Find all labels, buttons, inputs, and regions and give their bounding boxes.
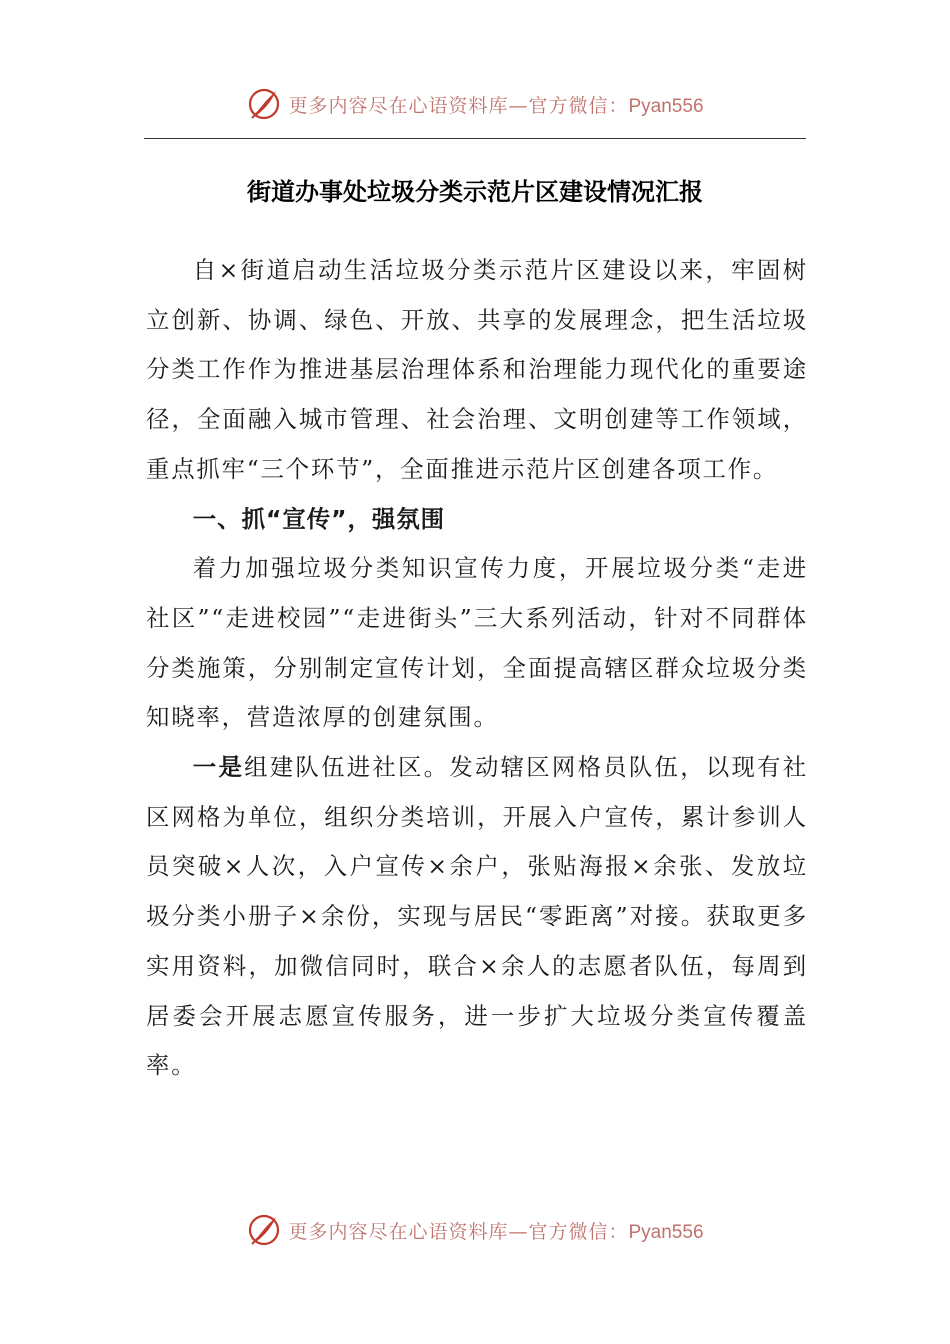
header-banner bbox=[0, 82, 950, 126]
item-lead: 一是 bbox=[192, 753, 245, 782]
wechat-id: Pyan556 bbox=[628, 95, 704, 117]
banner-text: 更多内容尽在心语资料库—官方微信：Pyan556 bbox=[288, 94, 704, 117]
footer-banner bbox=[0, 1208, 950, 1252]
quill-pen-logo-icon bbox=[246, 86, 282, 122]
banner-text: 更多内容尽在心语资料库—官方微信：Pyan556 bbox=[288, 1220, 704, 1243]
section-paragraph: 着力加强垃圾分类知识宣传力度，开展垃圾分类“走进社区”“走进校园”“走进街头”三大系列活动，针对不同群体分类施策，分别制定宣传计划，全面提高辖区群众垃圾分类知晓率，营造浓厚的创建氛围。 bbox=[146, 554, 808, 732]
document-body bbox=[146, 246, 808, 1091]
intro-paragraph: 自×街道启动生活垃圾分类示范片区建设以来，牢固树立创新、协调、绿色、开放、共享的发展理念，把生活垃圾分类工作作为推进基层治理体系和治理能力现代化的重要途径，全面融入城市管理、社会治理、文明创建等工作领域，重点抓牢“三个环节”，全面推进示范片区创建各项工作。 bbox=[146, 256, 808, 483]
item-text: 组建队伍进社区。发动辖区网格员队伍，以现有社区网格为单位，组织分类培训，开展入户宣传，累计参训人员突破×人次，入户宣传×余户，张贴海报×余张、发放垃圾分类小册子×余份，实现与居民“零距离”对接。获取更多实用资料，加微信同时，联合×余人的志愿者队伍，每周到居委会开展志愿宣传服务，进一步扩大垃圾分类宣传覆盖率。 bbox=[146, 753, 808, 1080]
document-title: 街道办事处垃圾分类示范片区建设情况汇报 bbox=[247, 178, 703, 206]
header-divider bbox=[144, 138, 806, 139]
section-heading: 一、抓“宣传”，强氛围 bbox=[192, 504, 446, 533]
quill-pen-logo-icon bbox=[246, 1212, 282, 1248]
wechat-id: Pyan556 bbox=[628, 1221, 704, 1243]
item-paragraph bbox=[146, 743, 808, 1091]
